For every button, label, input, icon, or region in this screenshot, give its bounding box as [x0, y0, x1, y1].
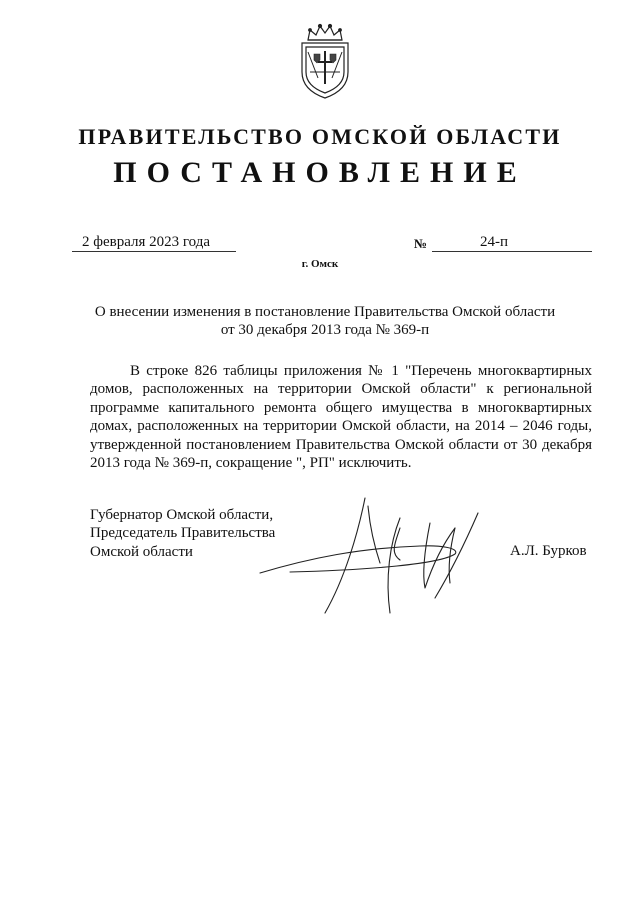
signature-icon [250, 488, 500, 618]
subject-line: от 30 декабря 2013 года № 369-п [220, 322, 430, 338]
subject-line: О внесении изменения в постановление Правительства Омской области [94, 304, 556, 320]
coat-of-arms-icon [296, 22, 354, 100]
number-sign: № [414, 236, 428, 251]
document-date: 2 февраля 2023 года [72, 233, 236, 252]
city-label: г. Омск [301, 258, 339, 270]
document-subject [80, 303, 570, 339]
signer-title [90, 506, 275, 561]
document-body: В строке 826 таблицы приложения № 1 "Перечень многоквартирных домов, расположенных на территории Омской области" к региональной программе капитального ремонта общего имущества в многоквартирных домах, расположенных на территории Омской области, на 2014 – 2046 годы, утвержденной постановлением Правительства Омской области от 30 декабря 2013 года № 369-п, сокращение ", РП" исключить. [90, 363, 592, 472]
signer-title-line: Губернатор Омской области, [90, 507, 274, 523]
signer-title-line: Омской области [90, 543, 193, 560]
organization-title: ПРАВИТЕЛЬСТВО ОМСКОЙ ОБЛАСТИ [78, 124, 562, 149]
document-number: 24-п [432, 233, 592, 252]
signer-title-line: Председатель Правительства [90, 525, 276, 542]
document-type-title: ПОСТАНОВЛЕНИЕ [113, 156, 527, 189]
signer-name: А.Л. Бурков [510, 543, 587, 559]
